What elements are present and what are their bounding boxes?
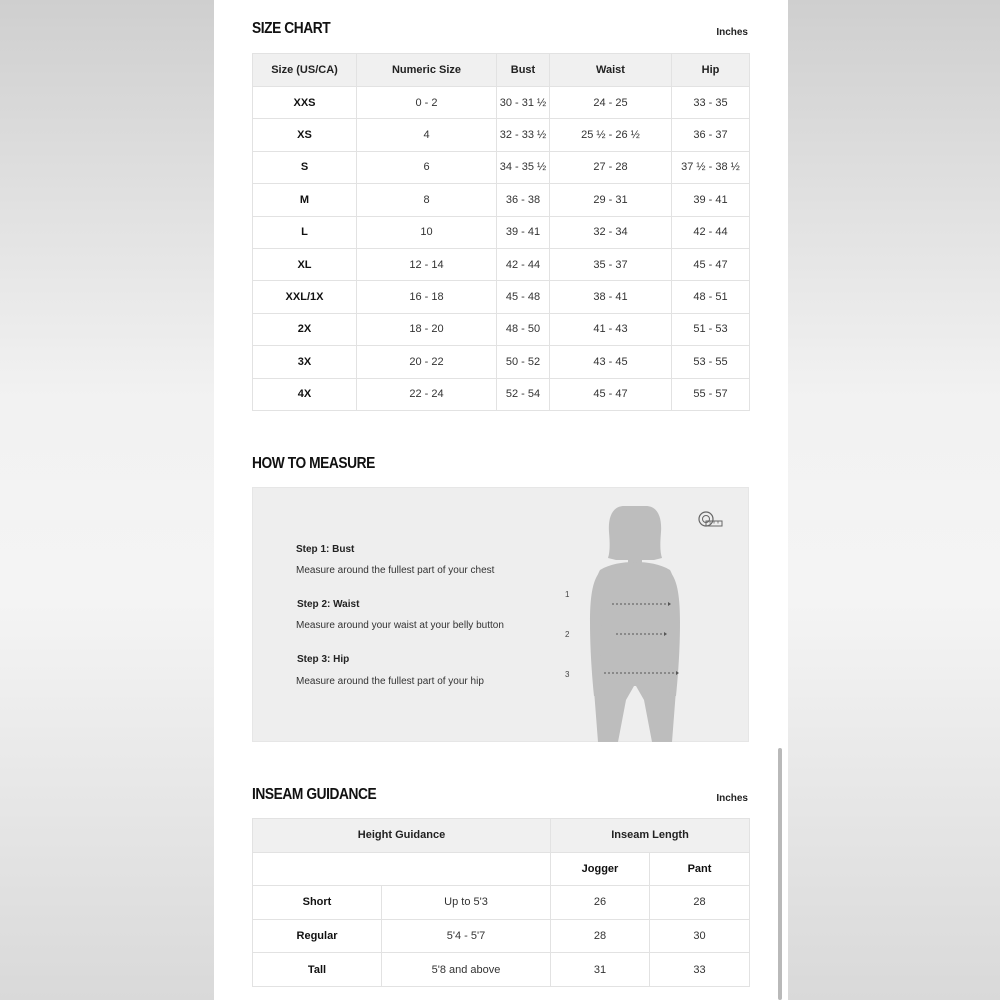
table-row bbox=[253, 216, 750, 248]
table-row bbox=[253, 953, 750, 987]
table-cell: 51 - 53 bbox=[672, 313, 750, 345]
table-cell: 27 - 28 bbox=[550, 151, 672, 183]
inseam-header-row bbox=[253, 819, 750, 853]
column-header: Hip bbox=[672, 54, 750, 87]
scrollbar[interactable] bbox=[778, 748, 782, 1000]
table-cell: 42 - 44 bbox=[672, 216, 750, 248]
table-row bbox=[253, 886, 750, 920]
table-cell: 42 - 44 bbox=[497, 248, 550, 280]
background-left bbox=[0, 0, 214, 1000]
table-cell: 31 bbox=[551, 953, 650, 987]
size-label-cell: L bbox=[253, 216, 357, 248]
table-cell: 33 bbox=[650, 953, 750, 987]
table-cell: 36 - 38 bbox=[497, 184, 550, 216]
table-row bbox=[253, 281, 750, 313]
table-cell: 37 ½ - 38 ½ bbox=[672, 151, 750, 183]
table-cell: 39 - 41 bbox=[672, 184, 750, 216]
table-cell: Up to 5'3 bbox=[382, 886, 551, 920]
table-cell: 50 - 52 bbox=[497, 346, 550, 378]
height-guidance-header: Height Guidance bbox=[253, 819, 551, 853]
size-chart-units: Inches bbox=[716, 27, 748, 38]
table-cell: 24 - 25 bbox=[550, 87, 672, 119]
table-cell: 5'4 - 5'7 bbox=[382, 919, 551, 953]
table-row bbox=[253, 87, 750, 119]
table-cell: 34 - 35 ½ bbox=[497, 151, 550, 183]
table-cell: 52 - 54 bbox=[497, 378, 550, 410]
table-cell: 18 - 20 bbox=[357, 313, 497, 345]
table-cell: 0 - 2 bbox=[357, 87, 497, 119]
table-cell: 8 bbox=[357, 184, 497, 216]
table-cell: 20 - 22 bbox=[357, 346, 497, 378]
table-cell: 30 bbox=[650, 919, 750, 953]
body-silhouette-icon bbox=[580, 500, 690, 742]
height-category-cell: Short bbox=[253, 886, 382, 920]
column-header: Size (US/CA) bbox=[253, 54, 357, 87]
table-row bbox=[253, 151, 750, 183]
table-row bbox=[253, 119, 750, 151]
table-row bbox=[253, 313, 750, 345]
step-1-description: Measure around the fullest part of your chest bbox=[296, 565, 495, 576]
table-cell: 16 - 18 bbox=[357, 281, 497, 313]
size-label-cell: XXS bbox=[253, 87, 357, 119]
table-row bbox=[253, 346, 750, 378]
table-cell: 22 - 24 bbox=[357, 378, 497, 410]
inseam-subheader-row bbox=[253, 852, 750, 886]
pant-subheader: Pant bbox=[650, 852, 750, 886]
size-label-cell: XS bbox=[253, 119, 357, 151]
measuring-tape-icon bbox=[697, 510, 723, 528]
size-chart-title: SIZE CHART bbox=[252, 20, 331, 37]
step-2-title: Step 2: Waist bbox=[297, 599, 360, 610]
table-cell: 39 - 41 bbox=[497, 216, 550, 248]
table-cell: 32 - 34 bbox=[550, 216, 672, 248]
height-category-cell: Tall bbox=[253, 953, 382, 987]
table-cell: 32 - 33 ½ bbox=[497, 119, 550, 151]
size-label-cell: M bbox=[253, 184, 357, 216]
size-label-cell: 4X bbox=[253, 378, 357, 410]
table-cell: 41 - 43 bbox=[550, 313, 672, 345]
size-label-cell: XXL/1X bbox=[253, 281, 357, 313]
size-chart-table bbox=[252, 53, 750, 411]
step-3-description: Measure around the fullest part of your hip bbox=[296, 676, 484, 687]
table-cell: 53 - 55 bbox=[672, 346, 750, 378]
column-header: Numeric Size bbox=[357, 54, 497, 87]
table-cell: 6 bbox=[357, 151, 497, 183]
table-cell: 36 - 37 bbox=[672, 119, 750, 151]
jogger-subheader: Jogger bbox=[551, 852, 650, 886]
waist-number-label: 2 bbox=[565, 630, 570, 639]
inseam-length-header: Inseam Length bbox=[551, 819, 750, 853]
size-label-cell: 3X bbox=[253, 346, 357, 378]
table-row bbox=[253, 248, 750, 280]
bust-number-label: 1 bbox=[565, 590, 570, 599]
column-header: Bust bbox=[497, 54, 550, 87]
hip-number-label: 3 bbox=[565, 670, 570, 679]
table-cell: 25 ½ - 26 ½ bbox=[550, 119, 672, 151]
table-row bbox=[253, 919, 750, 953]
table-cell: 10 bbox=[357, 216, 497, 248]
step-3-title: Step 3: Hip bbox=[297, 654, 350, 665]
inseam-table bbox=[252, 818, 750, 987]
size-chart-header-row bbox=[253, 54, 750, 87]
table-cell: 38 - 41 bbox=[550, 281, 672, 313]
table-cell: 35 - 37 bbox=[550, 248, 672, 280]
table-cell: 48 - 50 bbox=[497, 313, 550, 345]
table-cell: 33 - 35 bbox=[672, 87, 750, 119]
table-cell: 43 - 45 bbox=[550, 346, 672, 378]
inseam-guidance-title: INSEAM GUIDANCE bbox=[252, 786, 377, 803]
table-row bbox=[253, 184, 750, 216]
table-cell: 55 - 57 bbox=[672, 378, 750, 410]
step-2-description: Measure around your waist at your belly button bbox=[296, 620, 504, 631]
table-cell: 4 bbox=[357, 119, 497, 151]
table-row bbox=[253, 378, 750, 410]
table-cell: 12 - 14 bbox=[357, 248, 497, 280]
table-cell: 5'8 and above bbox=[382, 953, 551, 987]
table-cell: 30 - 31 ½ bbox=[497, 87, 550, 119]
table-cell: 28 bbox=[551, 919, 650, 953]
table-cell: 26 bbox=[551, 886, 650, 920]
table-cell: 45 - 47 bbox=[550, 378, 672, 410]
size-label-cell: XL bbox=[253, 248, 357, 280]
size-label-cell: S bbox=[253, 151, 357, 183]
table-cell: 45 - 48 bbox=[497, 281, 550, 313]
table-cell: 45 - 47 bbox=[672, 248, 750, 280]
table-cell: 48 - 51 bbox=[672, 281, 750, 313]
inseam-units: Inches bbox=[716, 793, 748, 804]
table-cell: 28 bbox=[650, 886, 750, 920]
background-right bbox=[788, 0, 1000, 1000]
table-cell: 29 - 31 bbox=[550, 184, 672, 216]
size-label-cell: 2X bbox=[253, 313, 357, 345]
how-to-measure-title: HOW TO MEASURE bbox=[252, 455, 375, 472]
column-header: Waist bbox=[550, 54, 672, 87]
step-1-title: Step 1: Bust bbox=[296, 544, 355, 555]
height-category-cell: Regular bbox=[253, 919, 382, 953]
